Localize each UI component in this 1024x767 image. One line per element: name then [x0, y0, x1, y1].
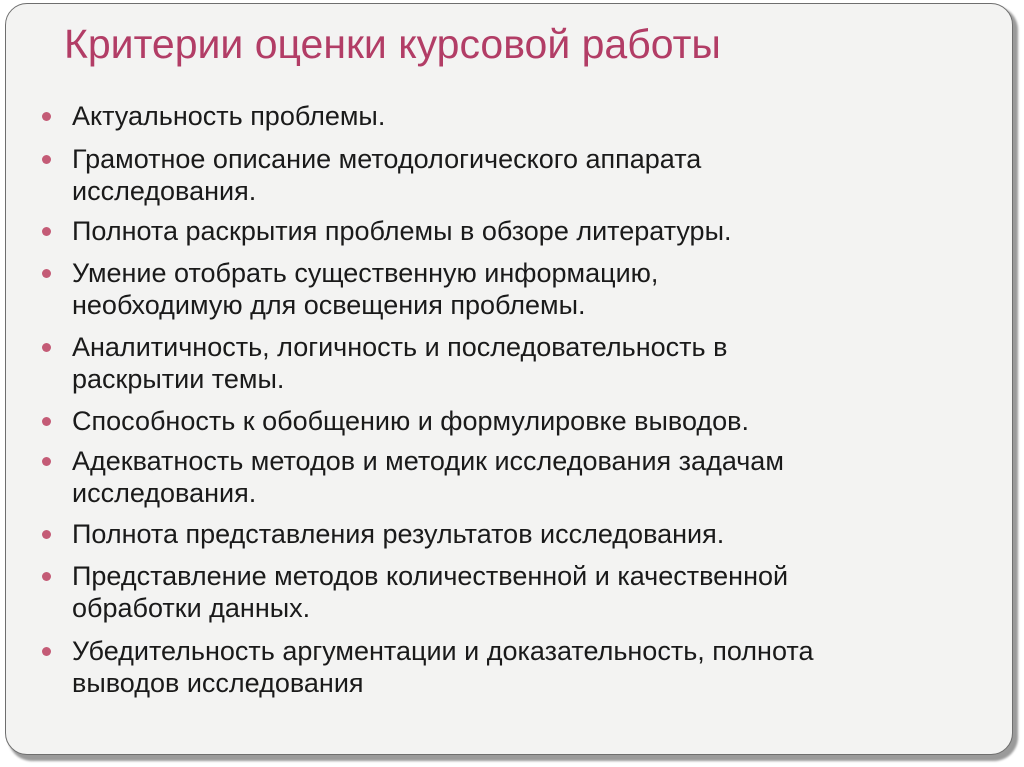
criteria-item: [42, 405, 1002, 437]
criteria-item-line: Представление методов количественной и качественной: [72, 561, 789, 591]
criteria-item: [42, 143, 1002, 207]
criteria-item-line: Убедительность аргументации и доказательность, полнота: [72, 636, 814, 666]
bullet-icon: [42, 647, 51, 656]
bullet-icon: [42, 112, 51, 121]
criteria-item-line: исследования.: [72, 478, 257, 508]
bullet-icon: [42, 227, 51, 236]
bullet-icon: [42, 572, 51, 581]
slide-title: Критерии оценки курсовой работы: [64, 21, 721, 67]
bullet-icon: [42, 457, 51, 466]
bullet-icon: [42, 155, 51, 164]
criteria-item: [42, 215, 1002, 247]
criteria-item-line: обработки данных.: [72, 593, 311, 623]
criteria-item: [42, 445, 1002, 509]
criteria-item-line: Полнота раскрытия проблемы в обзоре литературы.: [72, 216, 732, 246]
criteria-item: [42, 100, 1002, 132]
criteria-item: [42, 635, 1002, 699]
bullet-icon: [42, 417, 51, 426]
criteria-item: [42, 257, 1002, 321]
criteria-item-line: Способность к обобщению и формулировке выводов.: [72, 406, 750, 436]
criteria-item: [42, 560, 1002, 624]
criteria-item: [42, 518, 1002, 550]
bullet-icon: [42, 530, 51, 539]
criteria-item-line: раскрытии темы.: [72, 364, 285, 394]
criteria-item-line: Адекватность методов и методик исследования задачам: [72, 446, 784, 476]
criteria-item-line: Актуальность проблемы.: [72, 101, 386, 131]
bullet-icon: [42, 269, 51, 278]
criteria-list: [42, 100, 1002, 699]
criteria-item-line: Полнота представления результатов исследования.: [72, 519, 725, 549]
criteria-item-line: Аналитичность, логичность и последовательность в: [72, 332, 728, 362]
criteria-item: [42, 331, 1002, 395]
criteria-item-line: Умение отобрать существенную информацию,: [72, 258, 659, 288]
bullet-icon: [42, 343, 51, 352]
criteria-item-line: выводов исследования: [72, 668, 364, 698]
criteria-item-line: исследования.: [72, 176, 257, 206]
criteria-item-line: необходимую для освещения проблемы.: [72, 290, 586, 320]
criteria-item-line: Грамотное описание методологического аппарата: [72, 144, 702, 174]
slide: [5, 3, 1013, 755]
